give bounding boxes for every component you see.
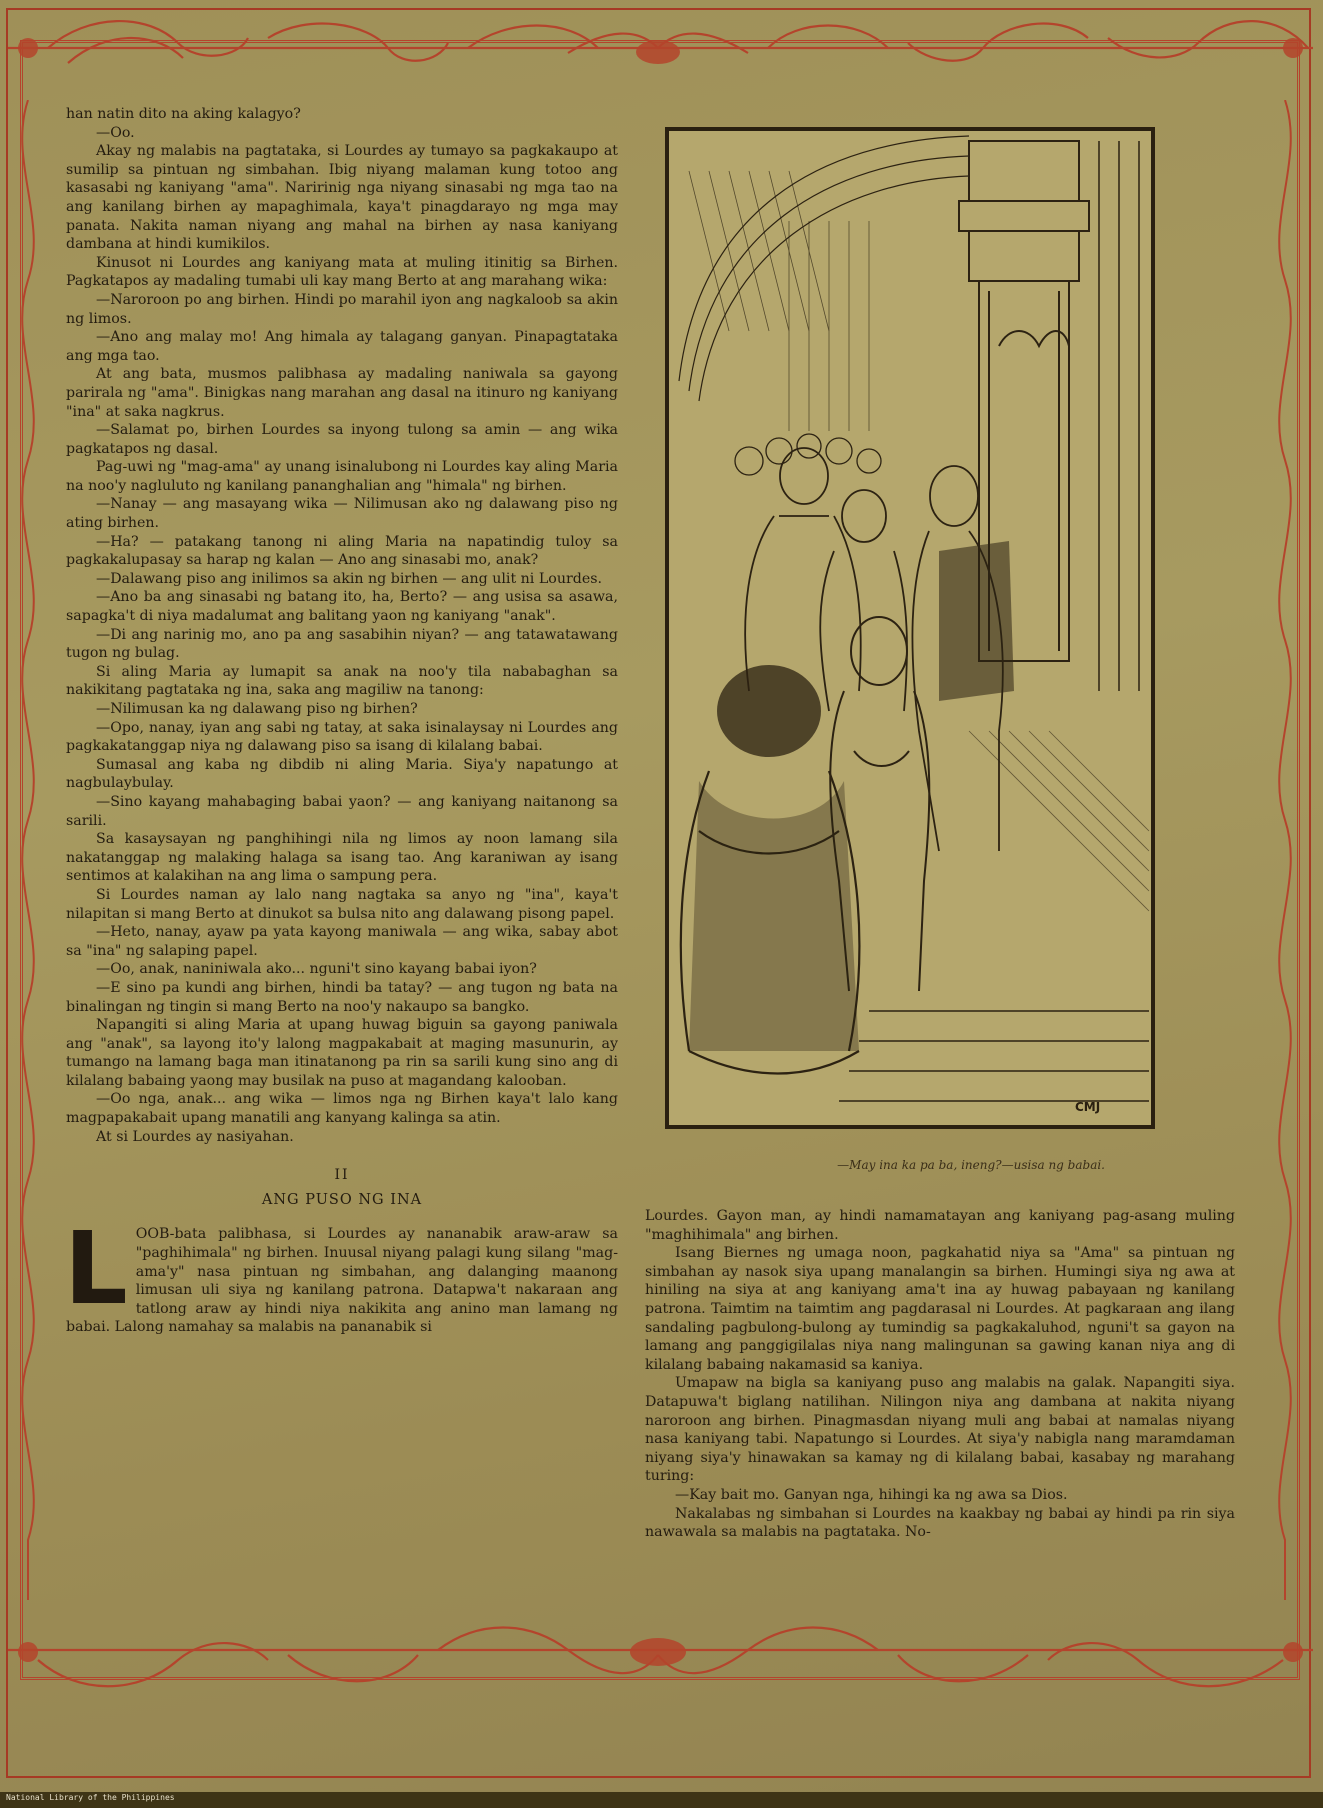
paragraph: —Dalawang piso ang inilimos sa akin ng birhen — ang ulit ni Lourdes. <box>96 570 603 587</box>
paragraph: —Ano ba ang sinasabi ng batang ito, ha, Berto? — ang usisa sa asawa, sapagka't di niya madalumat ang balitang yaon ng kaniyang "anak". <box>66 589 618 625</box>
paragraph: Isang Biernes ng umaga noon, pagkahatid niya sa "Ama" sa pintuan ng simbahan ay nasok siya upang manalangin sa birhen. Humingi siya ng awa at hiniling na siya at ang kaniyang ama't ina ay huwag pabayaan ng kanilang patrona. Taimtim na taimtim ang pagdarasal ni Lourdes. At pagkaraan ang ilang sandaling pagbulong-bulong ay tumindig sa pagkakaluhod, nguni't sa gayon na lamang ang panggigilalas niya nang malingunan sa gawing kanan niya ang di kilalang babaing nakamasid sa kaniya. <box>645 1245 1235 1373</box>
library-credit: National Library of the Philippines <box>6 1793 175 1802</box>
paragraph: —Oo nga, anak... ang wika — limos nga ng Birhen kaya't lalo kang magpapakabait upang manatili ang kanyang kalinga sa atin. <box>66 1091 618 1127</box>
paragraph: —Nilimusan ka ng dalawang piso ng birhen? <box>96 701 418 717</box>
section-opening <box>64 1210 618 1337</box>
paragraph: —Naroroon po ang birhen. Hindi po marahil iyon ang nagkaloob sa akin ng limos. <box>66 291 618 327</box>
paragraph: han natin dito na aking kalagyo? <box>66 106 301 122</box>
paragraph: —E sino pa kundi ang birhen, hindi ba tatay? — ang tugon ng bata na binalingan ng tingin si mang Berto na noo'y nakaupo sa bangko. <box>66 979 618 1015</box>
paragraph: Umapaw na bigla sa kaniyang puso ang malabis na galak. Napangiti siya. Datapuwa't biglang natilihan. Nilingon niya ang dambana at nakita niyang naroroon ang birhen. Pinagmasdan niyang muli ang babai at namalas niyang nasa kaniyang tabi. Napatungo si Lourdes. At siya'y nabigla nang maramdaman niyang siya'y hinawakan sa kamay ng di kilalang babai, kasabay ng marahang turing: <box>645 1375 1235 1485</box>
section-title: ANG PUSO NG INA <box>261 1191 423 1208</box>
top-ornament <box>8 8 1313 103</box>
paragraph: —Kay bait mo. Ganyan nga, hihingi ka ng awa sa Dios. <box>675 1486 1068 1503</box>
paragraph: —Nanay — ang masayang wika — Nilimusan ako ng dalawang piso ng ating birhen. <box>66 496 618 532</box>
story-illustration <box>665 127 1155 1129</box>
paragraph: —Di ang narinig mo, ano pa ang sasabihin niyan? — ang tatawatawang tugon ng bulag. <box>66 626 618 662</box>
paragraph: Nakalabas ng simbahan si Lourdes na kaakbay ng babai ay hindi pa rin siya nawawala sa malabis na pagtataka. No- <box>645 1505 1235 1541</box>
paragraph: Si aling Maria ay lumapit sa anak na noo'y tila nababaghan sa nakikitang pagtataka ng ina, saka ang magiliw na tanong: <box>66 663 618 699</box>
illustration-caption: —May ina ka pa ba, ineng?—usisa ng babai. <box>837 1158 1105 1172</box>
paragraph: Napangiti si aling Maria at upang huwag biguin sa gayong paniwala ang "anak", sa layong ito'y lalong magpakabait at maging masunurin, ay tumango na lamang baga man itinatanong pa rin sa sarili kung sino ang di kilalang babaing yaong may busilak na puso at magandang kalooban. <box>66 1017 618 1089</box>
bottom-ornament <box>8 1600 1313 1710</box>
paragraph: —Oo, anak, naniniwala ako... nguni't sino kayang babai iyon? <box>96 961 537 978</box>
paragraph: OOB-bata palibhasa, si Lourdes ay nananabik araw-araw sa "paghihimala" ng birhen. Inuusal niyang palagi kung silang "mag-ama'y" nasa pintuan ng simbahan, ang dalanging maanong limusan uli siya ng kanilang patrona. Datapwa't nakaraan ang tatlong araw ay hindi niya nakikita ang anino man lamang ng babai. Lalong namahay sa malabis na pananabik si <box>66 1226 618 1336</box>
left-ornament <box>8 100 48 1600</box>
paragraph: At ang bata, musmos palibhasa ay madaling naniwala sa gayong parirala ng "ama". Binigkas nang marahan ang dasal na itinuro ng kaniyang "ina" at saka nagkrus. <box>66 366 618 420</box>
paragraph: Lourdes. Gayon man, ay hindi namamatayan ang kaniyang pag-asang muling "maghihimala" ang birhen. <box>645 1208 1235 1243</box>
paragraph: —Ano ang malay mo! Ang himala ay talagang ganyan. Pinapagtataka ang mga tao. <box>66 329 618 364</box>
paragraph: —Oo. <box>96 124 135 141</box>
scan-footer <box>0 1792 1323 1808</box>
paragraph: Kinusot ni Lourdes ang kaniyang mata at muling itinitig sa Birhen. Pagkatapos ay madaling tumabi uli kay mang Berto at ang marahang wika: <box>66 254 618 290</box>
section-number: II <box>334 1167 350 1184</box>
paragraph: —Opo, nanay, iyan ang sabi ng tatay, at saka isinalaysay ni Lourdes ang pagkakatanggap niya ng dalawang piso sa isang di kilalang babai. <box>66 719 618 755</box>
right-ornament <box>1265 100 1305 1600</box>
illustration-signature: CMJ <box>1075 1100 1101 1114</box>
paragraph: Si Lourdes naman ay lalo nang nagtaka sa anyo ng "ina", kaya't nilapitan si mang Berto at dinukot sa bulsa nito ang dalawang pisong papel. <box>66 886 618 922</box>
paragraph: Sa kasaysayan ng panghihingi nila ng limos ay noon lamang sila nakatanggap ng malaking halaga sa isang tao. Ang karaniwan ay isang sentimos at kalakihan na ang lima o sampung pera. <box>66 831 618 885</box>
right-text-column <box>645 1207 1235 1542</box>
paragraph: —Sino kayang mahabaging babai yaon? — ang kaniyang naitanong sa sarili. <box>66 793 618 829</box>
drop-cap: L <box>64 1210 128 1328</box>
paragraph: —Salamat po, birhen Lourdes sa inyong tulong sa amin — ang wika pagkatapos ng dasal. <box>66 422 618 457</box>
paragraph: Sumasal ang kaba ng dibdib ni aling Maria. Siya'y napatungo at nagbulaybulay. <box>66 756 618 792</box>
paragraph: —Ha? — patakang tanong ni aling Maria na napatindig tuloy sa pagkakalupasay sa harap ng kalan — Ano ang sinasabi mo, anak? <box>66 533 618 569</box>
paragraph: —Heto, nanay, ayaw pa yata kayong maniwala — ang wika, sabay abot sa "ina" ng salaping papel. <box>66 924 618 959</box>
left-text-column <box>66 105 618 1337</box>
paragraph: At si Lourdes ay nasiyahan. <box>96 1128 294 1145</box>
paragraph: Akay ng malabis na pagtataka, si Lourdes ay tumayo sa pagkakaupo at sumilip sa pintuan ng simbahan. Ibig niyang malaman kung totoo ang kasasabi ng kaniyang "ama". Naririnig nga niyang sinasabi ng mga tao na ang kanilang birhen ay mapaghimala, kaya't pinagdarayo ng mga may panata. Nakita naman niyang ang mahal na birhen ay nasa kaniyang dambana at hindi kumikilos. <box>66 143 618 253</box>
paragraph: Pag-uwi ng "mag-ama" ay unang isinalubong ni Lourdes kay aling Maria na noo'y nagluluto ng kanilang pananghalian ang "himala" ng birhen. <box>66 459 618 494</box>
